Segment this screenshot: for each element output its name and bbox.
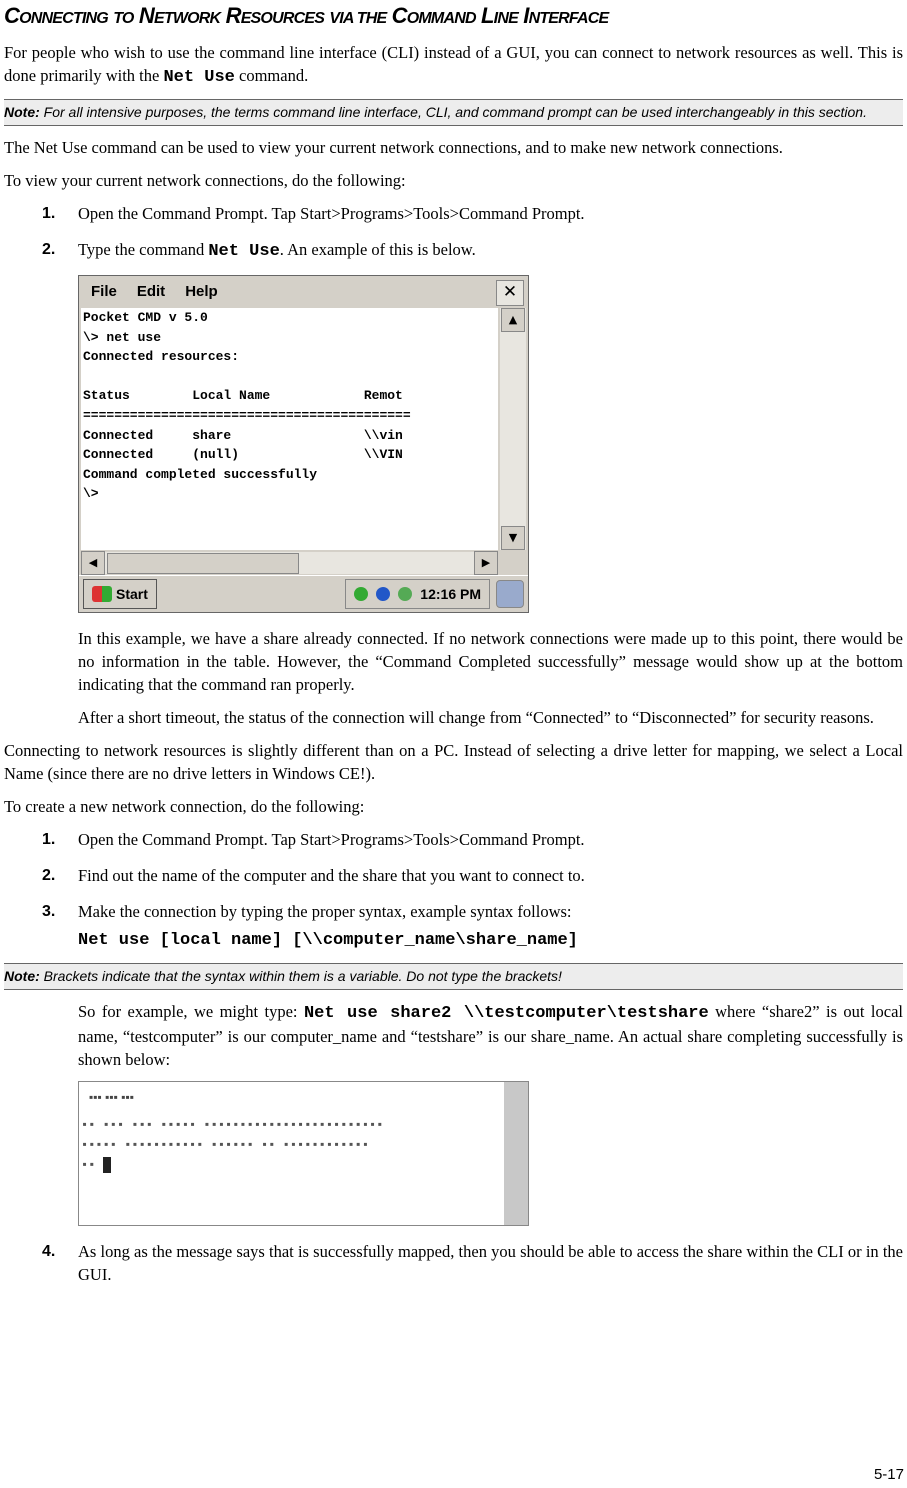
text-cursor [103, 1157, 111, 1173]
intro-command: Net Use [163, 68, 235, 87]
scroll-down-icon[interactable]: ▼ [501, 526, 525, 550]
paragraph-net-use: The Net Use command can be used to view your current network connections, and to make new network connections. [4, 138, 783, 157]
create-step-2: 2. Find out the name of the computer and the share that you want to connect to. [42, 866, 585, 885]
menu-help[interactable]: Help [185, 282, 218, 300]
paragraph-view-intro: To view your current network connections, do the following: [4, 171, 406, 190]
note-box-brackets [4, 963, 903, 990]
note-text: For all intensive purposes, the terms command line interface, CLI, and command prompt can be used interchangeably in this section. [43, 104, 867, 120]
paragraph-timeout: After a short timeout, the status of the connection will change from “Connected” to “Disconnected” for security reasons. [78, 708, 874, 727]
desktop-icon[interactable] [496, 580, 524, 608]
vertical-scrollbar[interactable] [504, 1082, 528, 1225]
console-prompt: ▪▪ [81, 1156, 111, 1174]
scroll-left-icon[interactable]: ◀ [81, 551, 105, 575]
console-line: ▪▪ ▪▪▪ ▪▪▪ ▪▪▪▪▪ ▪▪▪▪▪▪▪▪▪▪▪▪▪▪▪▪▪▪▪▪▪▪▪▪▪ [81, 1118, 384, 1132]
paragraph-local-name: Connecting to network resources is slightly different than on a PC. Instead of selecting a drive letter for mapping, we select a Local Name (since there are no drive letters in Windows CE!). [4, 741, 903, 783]
tray-network-icon[interactable] [354, 587, 368, 601]
page [4, 0, 903, 1299]
page-number: 5-17 [873, 1466, 904, 1483]
create-step-3: 3. Make the connection by typing the proper syntax, example syntax follows: [42, 902, 572, 921]
console-output: Pocket CMD v 5.0 \> net use Connected resources: Status Local Name Remot ========================================== Connected share \\vin Connected (null) \\VIN Command completed successfully \> [81, 308, 498, 550]
share-mapped-screenshot [78, 1081, 529, 1226]
taskbar [79, 575, 528, 612]
console-line: ▪▪▪▪▪ ▪▪▪▪▪▪▪▪▪▪▪ ▪▪▪▪▪▪ ▪▪ ▪▪▪▪▪▪▪▪▪▪▪▪ [81, 1138, 370, 1152]
note-text: Brackets indicate that the syntax within them is a variable. Do not type the brackets! [43, 968, 562, 984]
close-icon[interactable]: ✕ [496, 280, 524, 306]
paragraph-example: So for example, we might type: Net use share2 \\testcomputer\testshare where “share2” is out local name, “testcomputer” is our computer_name and “testshare” is our share_name. An actual share completing successfully is shown below: [78, 1002, 903, 1069]
create-step-4: 4. As long as the message says that is successfully mapped, then you should be able to access the share within the CLI or in the GUI. [42, 1242, 903, 1284]
tray-bluetooth-icon[interactable] [376, 587, 390, 601]
view-step-2: 2. Type the command Net Use. An example of this is below. [42, 240, 476, 261]
system-tray [345, 579, 490, 609]
create-step-1: 1. Open the Command Prompt. Tap Start>Programs>Tools>Command Prompt. [42, 830, 585, 849]
menu-edit[interactable]: Edit [136, 282, 166, 300]
vertical-scrollbar[interactable] [500, 308, 526, 550]
scroll-up-icon[interactable]: ▲ [501, 308, 525, 332]
syntax-line: Net use [local name] [\\computer_name\share_name] [78, 931, 578, 950]
paragraph-example-explained: In this example, we have a share already connected. If no network connections were made up to this point, there would be no information in the table. However, the “Command Completed successfully” message would show up at the bottom indicating that the command ran properly. [78, 629, 903, 694]
note-label: Note: [4, 968, 40, 984]
scroll-right-icon[interactable]: ▶ [474, 551, 498, 575]
paragraph-create-intro: To create a new network connection, do the following: [4, 797, 365, 816]
command-prompt-screenshot [78, 275, 529, 613]
windows-logo-icon [92, 586, 112, 602]
clock: 12:16 PM [420, 585, 481, 602]
menu-bar [79, 276, 528, 306]
section-heading: CONNECTING TO NETWORK RESOURCES VIA THE COMMAND LINE INTERFACE [4, 3, 609, 28]
view-step-1: 1. Open the Command Prompt. Tap Start>Programs>Tools>Command Prompt. [42, 204, 585, 223]
intro-paragraph: For people who wish to use the command line interface (CLI) instead of a GUI, you can connect to network resources as well. This is done primarily with the Net Use command. [4, 43, 903, 87]
note-box-terms [4, 99, 903, 126]
horizontal-scrollbar[interactable] [81, 552, 498, 574]
example-command: Net use share2 \\testcomputer\testshare [303, 1004, 709, 1023]
menu-file[interactable]: File [91, 282, 117, 300]
tray-sync-icon[interactable] [398, 587, 412, 601]
note-label: Note: [4, 104, 40, 120]
menu-bar: ▪▪▪ ▪▪▪ ▪▪▪ [89, 1090, 134, 1104]
start-button[interactable]: Start [83, 579, 157, 609]
scroll-thumb[interactable] [107, 553, 299, 574]
